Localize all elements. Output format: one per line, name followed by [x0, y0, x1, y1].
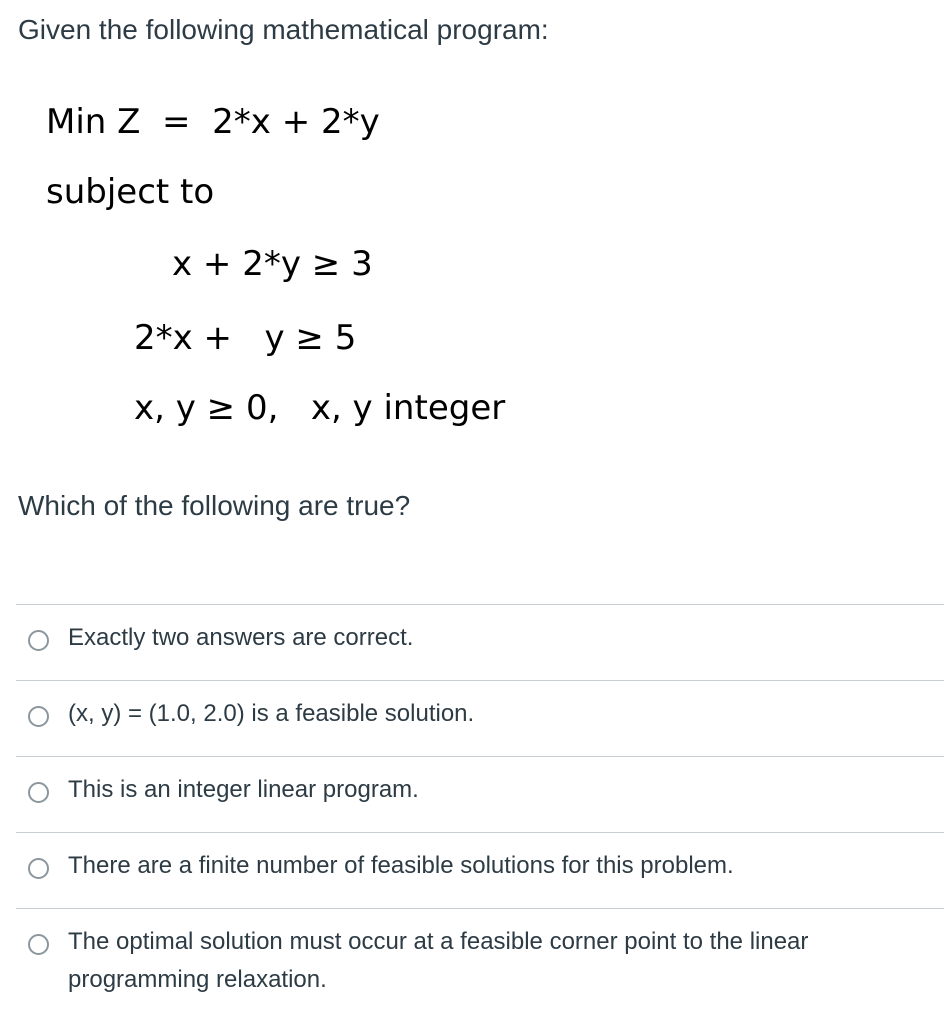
- answer-list: [16, 604, 944, 1019]
- radio-button[interactable]: [28, 934, 49, 955]
- radio-button[interactable]: [28, 630, 49, 651]
- answer-option-1[interactable]: [16, 605, 944, 681]
- radio-button[interactable]: [28, 782, 49, 803]
- objective-function: Min Z = 2*x + 2*y: [46, 102, 380, 142]
- radio-button[interactable]: [28, 706, 49, 727]
- question-prompt: Given the following mathematical program:: [18, 14, 549, 45]
- answer-option-2[interactable]: [16, 681, 944, 757]
- constraint-nonnegativity-integer: x, y ≥ 0, x, y integer: [134, 388, 506, 428]
- answer-option-3[interactable]: [16, 757, 944, 833]
- answer-option-label: Exactly two answers are correct.: [68, 624, 414, 651]
- answer-option-5[interactable]: [16, 909, 944, 1019]
- constraint-1: x + 2*y ≥ 3: [172, 244, 373, 284]
- question-text: Which of the following are true?: [18, 490, 411, 521]
- subject-to-label: subject to: [46, 172, 215, 212]
- answer-option-label: (x, y) = (1.0, 2.0) is a feasible solution.: [68, 700, 475, 727]
- answer-option-label: This is an integer linear program.: [68, 776, 419, 803]
- answer-option-label: The optimal solution must occur at a feasible corner point to the linear programming relaxation.: [68, 928, 809, 993]
- answer-option-label: There are a finite number of feasible solutions for this problem.: [68, 852, 734, 879]
- radio-button[interactable]: [28, 858, 49, 879]
- constraint-2: 2*x + y ≥ 5: [134, 318, 357, 358]
- answer-option-4[interactable]: [16, 833, 944, 909]
